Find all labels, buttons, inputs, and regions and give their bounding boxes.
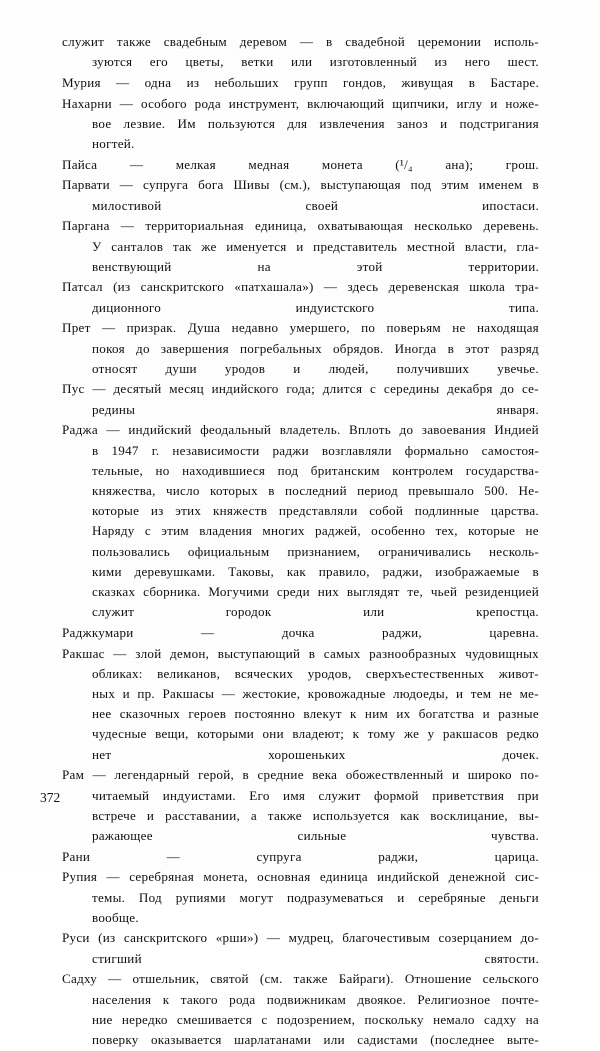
- entry-first-line: Руси (из санскритского «рши») — мудрец, благочестивым созерцанием до-: [62, 930, 539, 946]
- entry-line: чудесные вещи, которыми они владеют; к тому же у ракшасов редко: [92, 726, 539, 742]
- entry-first-line: Рам — легендарный герой, в средние века обожествленный и широко по-: [62, 767, 539, 783]
- entry-line: княжества, число которых в последний период превышало 500. Не-: [92, 482, 539, 498]
- entry-line: редины января.: [92, 401, 539, 417]
- entry-line: поверку оказывается шарлатанами или садистами (последнее выте-: [92, 1031, 539, 1047]
- entry-line: тельные, но находившиеся под британским контролем государства-: [92, 462, 539, 478]
- entry-line: населения к такого рода подвижникам двоякое. Религиозное почте-: [92, 991, 539, 1007]
- glossary-entry: [62, 928, 539, 968]
- entry-first-line: Раджа — индийский феодальный владетель. Вплоть до завоевания Индией: [62, 422, 539, 438]
- entry-line: покоя до завершения погребальных обрядов. Иногда в этот разряд: [92, 340, 539, 356]
- entry-first-line: Мурия — одна из небольших групп гондов, живущая в Бастаре.: [62, 74, 539, 90]
- glossary-entry: [62, 765, 539, 846]
- glossary-entry: [62, 867, 539, 928]
- glossary-entry: [62, 94, 539, 155]
- entry-first-line: Парвати — супруга бога Шивы (см.), выступающая под этим именем в: [62, 177, 539, 193]
- entry-first-line: Рани — супруга раджи, царица.: [62, 848, 539, 864]
- entry-line: нее сказочных героев постоянно влекут к ним их богатства и разные: [92, 706, 539, 722]
- entry-line: читаемый индуистами. Его имя служит формой приветствия при: [92, 787, 539, 803]
- entry-line: диционного индуистского типа.: [92, 299, 539, 315]
- entry-first-line: Пус — десятый месяц индийского года; длится с середины декабря до се-: [62, 381, 539, 397]
- glossary-entry: [62, 847, 539, 867]
- entry-line: относят души уродов и людей, получивших увечье.: [92, 360, 539, 376]
- entry-line: вообще.: [92, 909, 139, 925]
- entry-first-line: служит также свадебным деревом — в свадебной церемонии исполь-: [62, 34, 539, 49]
- entry-line: У санталов так же именуется и представитель местной власти, гла-: [92, 238, 539, 254]
- entry-line: Наряду с этим владения многих раджей, особенно тех, которые не: [92, 523, 539, 539]
- entry-first-line: Раджкумари — дочка раджи, царевна.: [62, 624, 539, 640]
- entry-first-line: Паргана — территориальная единица, охватывающая несколько деревень.: [62, 218, 539, 234]
- entry-line: нет хорошеньких дочек.: [92, 746, 539, 762]
- glossary-entry: [62, 379, 539, 419]
- entry-line: встрече и расставании, а также используется как восклицание, вы-: [92, 807, 539, 823]
- glossary-entry: [62, 216, 539, 277]
- entry-first-line: Пайса — мелкая медная монета (¹/₄ ана); грош.: [62, 156, 539, 172]
- glossary-entry: [62, 623, 539, 643]
- glossary-entry: [62, 969, 539, 1050]
- entry-line: пользовались официальным признанием, ограничивались несколь-: [92, 543, 539, 559]
- entry-first-line: Патсал (из санскритского «патхашала») — здесь деревенская школа тра-: [62, 279, 539, 295]
- glossary-entry: [62, 644, 539, 765]
- entry-line: стигший святости.: [92, 950, 539, 966]
- entry-first-line: Ракшас — злой демон, выступающий в самых разнообразных чудовищных: [62, 645, 539, 661]
- entry-line: обликах: великанов, всяческих уродов, сверхъестественных живот-: [92, 665, 539, 681]
- entry-line: ных и пр. Ракшасы — жестокие, кровожадные людоеды, и тем не ме-: [92, 686, 539, 701]
- entry-line: кими деревушками. Таковы, как правило, раджи, изображаемые в: [92, 563, 539, 579]
- entry-line: милостивой своей ипостаси.: [92, 197, 539, 213]
- page-number: 372: [40, 790, 61, 805]
- glossary-entry-continuation: [62, 32, 539, 72]
- entry-line: в 1947 г. независимости раджи возглавляли формально самостоя-: [92, 442, 539, 458]
- entry-line: сказках сборника. Могучими среди них выглядят те, чьей резиденцией: [92, 583, 539, 599]
- entry-line: зуются его цветы, ветки или изготовленный из него шест.: [92, 54, 539, 70]
- entry-first-line: Рупия — серебряная монета, основная единица индийской денежной сис-: [62, 869, 539, 885]
- glossary-text-block: [62, 32, 539, 1051]
- entry-line: венствующий на этой территории.: [92, 258, 539, 274]
- glossary-entry: [62, 277, 539, 317]
- glossary-entry: [62, 318, 539, 379]
- entry-line: темы. Под рупиями могут подразумеваться и серебряные деньги: [92, 889, 539, 905]
- glossary-entry: [62, 73, 539, 93]
- entry-first-line: Прет — призрак. Душа недавно умершего, по поверьям не находящая: [62, 320, 539, 336]
- entry-line: ражающее сильные чувства.: [92, 827, 539, 843]
- entry-line: ногтей.: [92, 136, 135, 152]
- glossary-entry: [62, 175, 539, 215]
- entry-first-line: Нахарни — особого рода инструмент, включающий щипчики, иглу и ноже-: [62, 95, 539, 111]
- entry-first-line: Садху — отшельник, святой (см. также Байраги). Отношение сельского: [62, 971, 539, 987]
- glossary-entry: [62, 155, 539, 175]
- entry-line: служит городок или крепостца.: [92, 604, 539, 620]
- entry-line: которые из этих княжеств представляли собой подлинные царства.: [92, 503, 539, 519]
- entry-line: вое лезвие. Им пользуются для извлечения заноз и подстригания: [92, 115, 539, 131]
- entry-line: ние нередко смешивается с подозрением, поскольку немало садху на: [92, 1011, 539, 1027]
- glossary-entry: [62, 420, 539, 622]
